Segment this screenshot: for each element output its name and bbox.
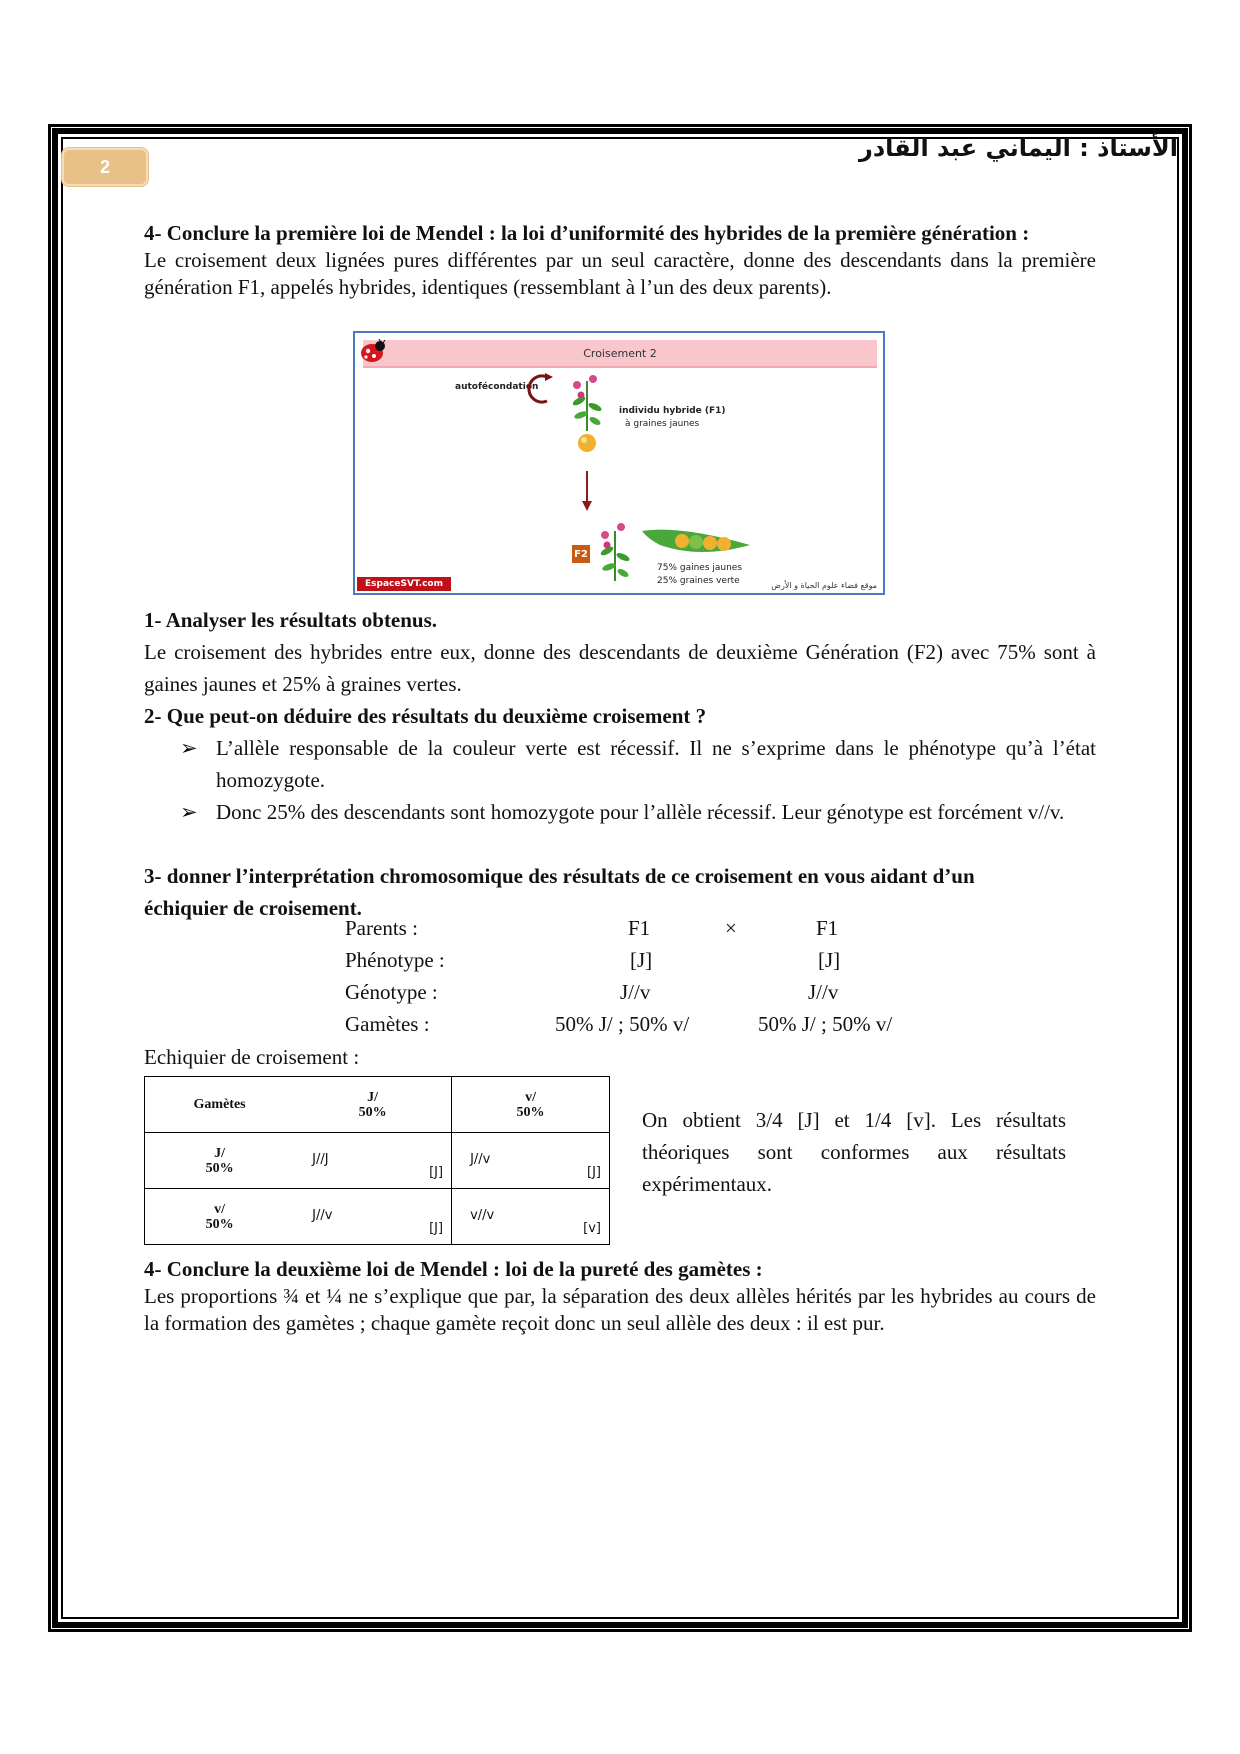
q2-bullet-text: L’allèle responsable de la couleur verte est récessif. Il ne s’exprime dans le phénotype qu’à l’état homozygote. <box>216 736 1096 792</box>
second-law-text: Les proportions ¾ et ¼ ne s’explique que par, la séparation des deux allèles hérités par les hybrides au cours de la formation des gamètes ; chaque gamète reçoit donc un seul allèle des deux : il est pur. <box>144 1284 1096 1335</box>
cell-genotype: v//v <box>470 1207 495 1223</box>
page-number-badge: 2 <box>62 148 148 186</box>
punnett-col-header <box>294 1077 451 1133</box>
row-pct: 50% <box>205 1160 234 1176</box>
cell-phenotype: [v] <box>583 1221 601 1236</box>
teacher-name: الأستاذ : اليماني عبد القادر <box>859 134 1178 162</box>
cross-row-phenotype <box>345 948 1045 980</box>
cell-genotype: J//v <box>312 1207 333 1223</box>
col-allele: v/ <box>525 1089 536 1105</box>
first-law-title: 4- Conclure la première loi de Mendel : la loi d’uniformité des hybrides de la première génération : <box>144 221 1030 245</box>
punnett-cell <box>452 1189 610 1245</box>
cross-figure <box>353 331 885 595</box>
q2-bullet <box>144 796 1096 828</box>
site-arabic-caption: موقع فضاء علوم الحياة و الأرض <box>771 581 877 590</box>
f2-pea-plant-icon <box>595 521 635 583</box>
punnett-corner <box>145 1077 295 1133</box>
cross-right: [J] <box>818 948 841 972</box>
punnett-col-header <box>452 1077 610 1133</box>
cross-row-parents <box>345 916 1045 948</box>
cross-sign: × <box>725 916 737 940</box>
cross-row-gametes <box>345 1012 1045 1044</box>
down-arrow-icon <box>581 471 593 511</box>
first-law-section <box>144 220 1096 301</box>
ladybug-icon <box>359 339 387 363</box>
cross-right: 50% J/ ; 50% v/ <box>758 1012 893 1036</box>
f2-badge: F2 <box>572 545 590 563</box>
col-allele: J/ <box>367 1089 379 1105</box>
cross-left: F1 <box>628 916 651 940</box>
cell-phenotype: [J] <box>429 1221 444 1236</box>
second-law-section <box>144 1256 1096 1337</box>
cross-right: F1 <box>816 916 839 940</box>
col-pct: 50% <box>516 1104 545 1120</box>
cell-phenotype: [J] <box>587 1165 601 1180</box>
f1-pea-plant-icon <box>567 371 607 433</box>
arrow-bullet-icon: ➢ <box>180 800 198 824</box>
cross-label: Gamètes : <box>345 1012 430 1036</box>
cycle-arrow-icon <box>523 371 555 407</box>
f1-label-line2: à graines jaunes <box>625 419 700 429</box>
punnett-conclusion: On obtient 3/4 [J] et 1/4 [v]. Les résultats théoriques sont conformes aux résultats expérimentaux. <box>642 1108 1066 1196</box>
autofecondation-label: autofécondation <box>455 382 539 392</box>
q1-section <box>144 604 1096 700</box>
q2-section <box>144 700 1096 828</box>
q2-title: 2- Que peut-on déduire des résultats du deuxième croisement ? <box>144 704 707 728</box>
cross-right: J//v <box>808 980 839 1004</box>
cell-genotype: J//v <box>470 1151 491 1167</box>
punnett-row-header <box>145 1189 295 1245</box>
row-allele: v/ <box>214 1201 226 1217</box>
cross-row-genotype <box>345 980 1045 1012</box>
q1-text: Le croisement des hybrides entre eux, donne des descendants de deuxième Génération (F2) avec 75% sont à gaines jaunes et 25% à graines vertes. <box>144 640 1096 696</box>
cell-phenotype: [J] <box>429 1165 444 1180</box>
punnett-cell <box>294 1189 451 1245</box>
espacesvt-badge: EspaceSVT.com <box>357 577 451 591</box>
arrow-bullet-icon: ➢ <box>180 736 198 760</box>
cross-label: Génotype : <box>345 980 438 1004</box>
q1-title: 1- Analyser les résultats obtenus. <box>144 608 438 632</box>
f2-result-yellow: 75% gaines jaunes <box>657 563 743 573</box>
yellow-seed-icon <box>577 433 597 453</box>
punnett-cell <box>452 1133 610 1189</box>
q2-bullet <box>144 732 1096 796</box>
cross-label: Parents : <box>345 916 418 940</box>
q3-title: 3- donner l’interprétation chromosomique des résultats de ce croisement en vous aidant d’un échiquier de croisement. <box>144 864 975 920</box>
q3-section <box>144 860 1044 924</box>
cross-left: [J] <box>630 948 653 972</box>
f2-result-green: 25% graines verte <box>657 576 740 586</box>
cross-left: 50% J/ ; 50% v/ <box>555 1012 690 1036</box>
figure-banner-title: Croisement 2 <box>583 346 657 360</box>
punnett-row-header <box>145 1133 295 1189</box>
row-pct: 50% <box>205 1216 234 1232</box>
punnett-label: Echiquier de croisement : <box>144 1045 360 1069</box>
figure-banner <box>363 340 877 368</box>
first-law-text: Le croisement deux lignées pures différentes par un seul caractère, donne des descendants dans la première génération F1, appelés hybrides, identiques (ressemblant à l’un des deux parents). <box>144 248 1096 299</box>
q2-bullet-text: Donc 25% des descendants sont homozygote pour l’allèle récessif. Leur génotype est forcément v//v. <box>216 800 1065 824</box>
punnett-corner-label: Gamètes <box>193 1097 246 1112</box>
cell-genotype: J//J <box>312 1151 329 1167</box>
col-pct: 50% <box>358 1104 387 1120</box>
second-law-title: 4- Conclure la deuxième loi de Mendel : loi de la pureté des gamètes : <box>144 1257 763 1281</box>
cross-left: J//v <box>620 980 651 1004</box>
pea-pod-icon <box>640 523 752 559</box>
cross-label: Phénotype : <box>345 948 445 972</box>
punnett-cell <box>294 1133 451 1189</box>
punnett-square <box>144 1076 610 1245</box>
row-allele: J/ <box>214 1145 226 1161</box>
f1-label-line1: individu hybride (F1) <box>619 406 726 416</box>
